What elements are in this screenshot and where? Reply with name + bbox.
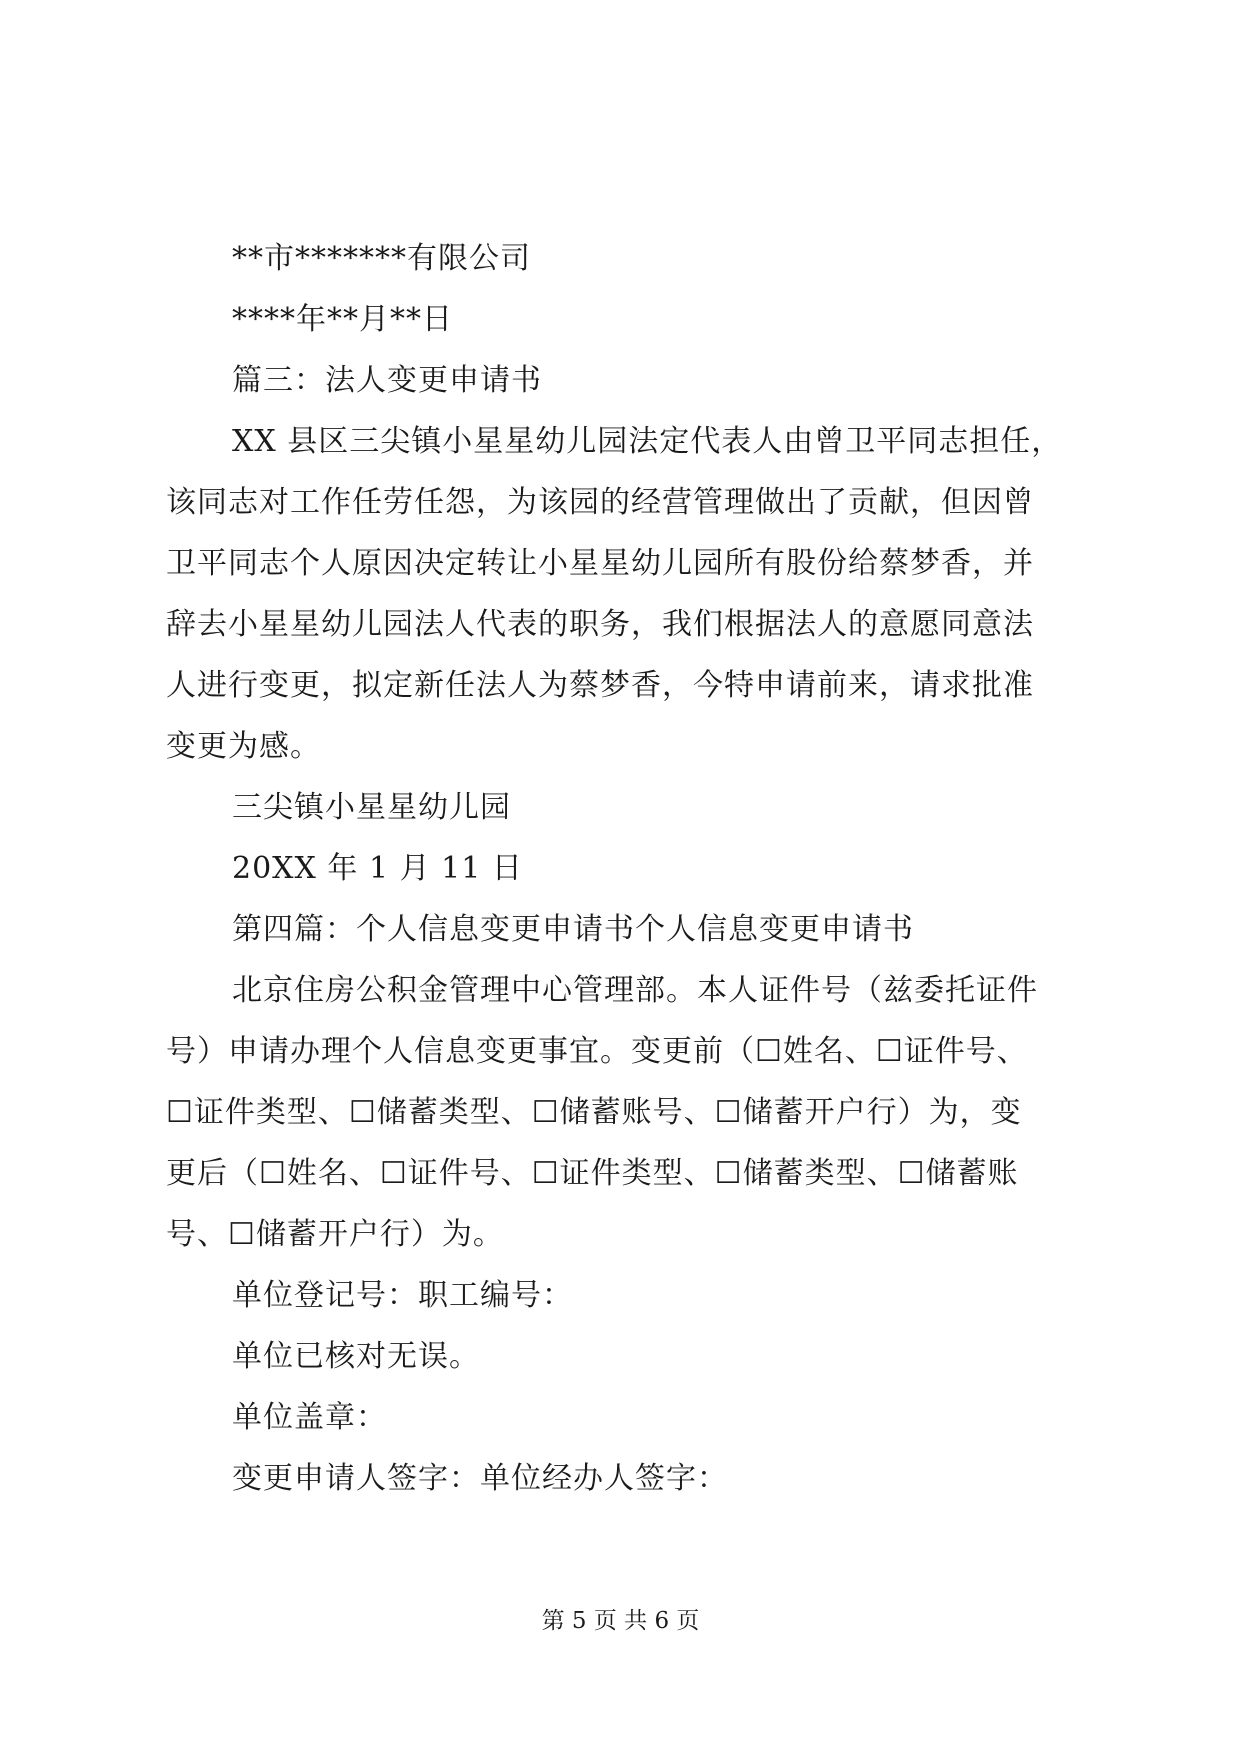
paragraph-line: 号）申请办理个人信息变更事宜。变更前（☐姓名、☐证件号、 — [166, 1034, 1028, 1069]
paragraph-line: 辞去小星星幼儿园法人代表的职务，我们根据法人的意愿同意法 — [166, 607, 1034, 642]
section-heading-4: 第四篇：个人信息变更申请书个人信息变更申请书 — [232, 912, 914, 947]
seal-line: 单位盖章： — [232, 1400, 387, 1435]
paragraph-line: 人进行变更，拟定新任法人为蔡梦香，今特申请前来，请求批准 — [166, 668, 1034, 703]
date-line: ****年**月**日 — [232, 302, 453, 337]
signature-date: 20XX 年 1 月 11 日 — [232, 851, 523, 886]
paragraph-line: ☐证件类型、☐储蓄类型、☐储蓄账号、☐储蓄开户行）为，变 — [166, 1095, 1022, 1130]
document-body — [166, 228, 1086, 1509]
paragraph-line: XX 县区三尖镇小星星幼儿园法定代表人由曾卫平同志担任， — [232, 424, 1063, 459]
company-name-line: **市*******有限公司 — [232, 241, 531, 276]
paragraph-line: 该同志对工作任劳任怨，为该园的经营管理做出了贡献，但因曾 — [166, 485, 1034, 520]
paragraph-line: 更后（☐姓名、☐证件号、☐证件类型、☐储蓄类型、☐储蓄账 — [166, 1156, 1019, 1191]
verification-line: 单位已核对无误。 — [232, 1339, 480, 1374]
registration-number-line: 单位登记号：职工编号： — [232, 1278, 573, 1313]
signature-organization: 三尖镇小星星幼儿园 — [232, 790, 511, 825]
page-number-footer: 第 5 页 共 6 页 — [541, 1608, 700, 1634]
paragraph-line: 变更为感。 — [166, 729, 321, 764]
signature-line: 变更申请人签字：单位经办人签字： — [232, 1461, 728, 1496]
paragraph-line: 北京住房公积金管理中心管理部。本人证件号（兹委托证件 — [232, 973, 1038, 1008]
paragraph-line: 号、☐储蓄开户行）为。 — [166, 1217, 504, 1252]
section-heading-3: 篇三：法人变更申请书 — [232, 363, 542, 398]
paragraph-line: 卫平同志个人原因决定转让小星星幼儿园所有股份给蔡梦香，并 — [166, 546, 1034, 581]
